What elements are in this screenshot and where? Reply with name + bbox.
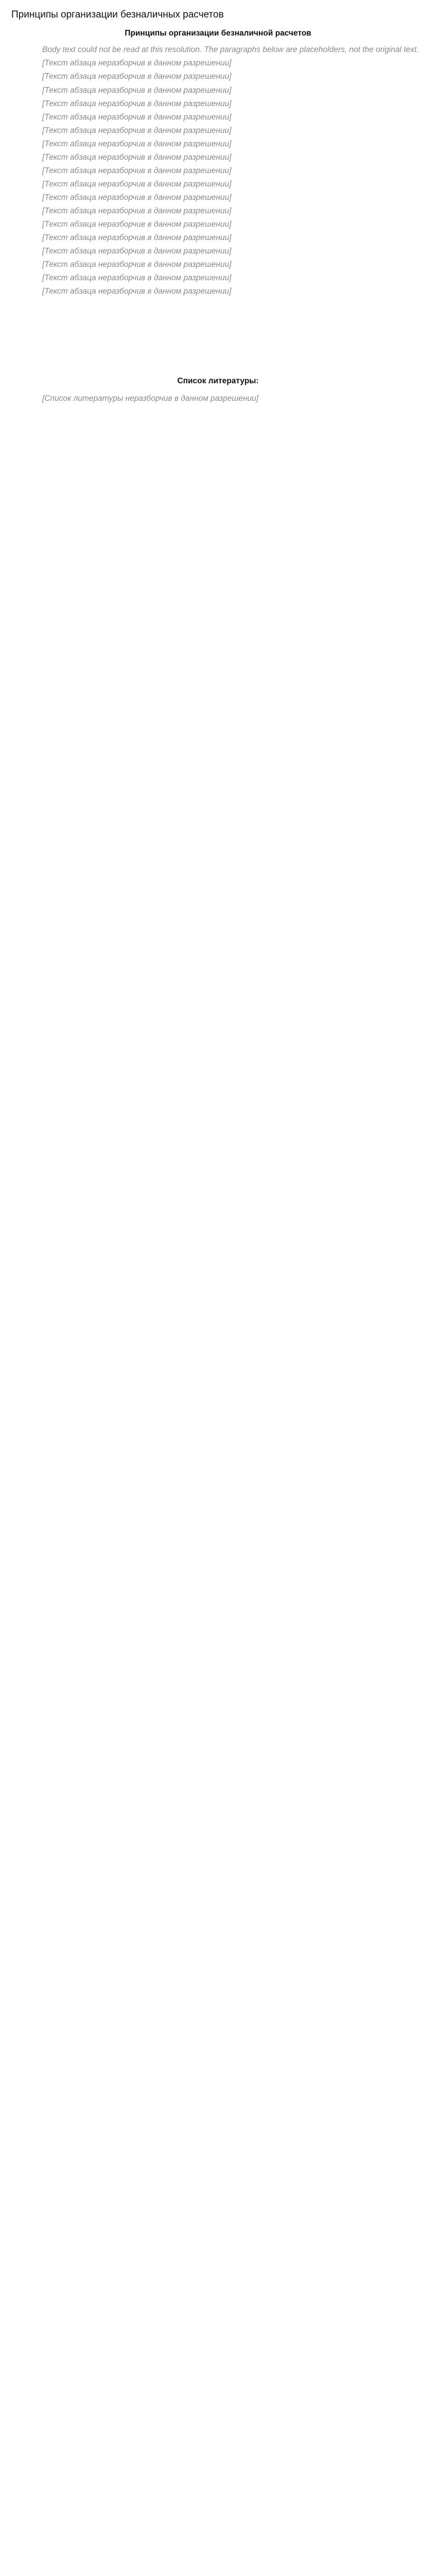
body-paragraph-placeholder: [Текст абзаца неразборчив в данном разрешении]: [42, 219, 232, 229]
document-page: [0, 0, 436, 427]
references-section: [11, 375, 425, 405]
body-paragraph-placeholder: [Текст абзаца неразборчив в данном разрешении]: [42, 166, 232, 175]
body-paragraph-placeholder: [Текст абзаца неразборчив в данном разрешении]: [42, 233, 232, 242]
body-paragraph-placeholder: [Текст абзаца неразборчив в данном разрешении]: [42, 99, 232, 108]
body-paragraph-placeholder: [Текст абзаца неразборчив в данном разрешении]: [42, 152, 232, 162]
body-paragraph-placeholder: [Текст абзаца неразборчив в данном разрешении]: [42, 246, 232, 256]
section-heading: Принципы организации безналичной расчетов: [125, 29, 311, 38]
body-paragraph-placeholder: [Текст абзаца неразборчив в данном разрешении]: [42, 86, 232, 95]
body-paragraph-placeholder: [Текст абзаца неразборчив в данном разрешении]: [42, 286, 232, 296]
body-paragraph-placeholder: [Текст абзаца неразборчив в данном разрешении]: [42, 139, 232, 148]
references-placeholder: [Список литературы неразборчив в данном разрешении]: [42, 394, 258, 403]
references-title: Список литературы:: [177, 376, 259, 385]
body-paragraph-placeholder: [Текст абзаца неразборчив в данном разрешении]: [42, 72, 232, 81]
article-body: [11, 57, 425, 297]
body-paragraph-placeholder: [Текст абзаца неразборчив в данном разрешении]: [42, 179, 232, 189]
body-paragraph-placeholder: [Текст абзаца неразборчив в данном разрешении]: [42, 273, 232, 282]
body-paragraph-placeholder: [Текст абзаца неразборчив в данном разрешении]: [42, 126, 232, 135]
body-paragraph-placeholder: [Текст абзаца неразборчив в данном разрешении]: [42, 59, 232, 68]
body-paragraph-placeholder: [Текст абзаца неразборчив в данном разрешении]: [42, 193, 232, 202]
body-paragraph-placeholder: [Текст абзаца неразборчив в данном разрешении]: [42, 206, 232, 215]
page-title: Принципы организации безналичных расчетов: [11, 9, 224, 20]
transcription-note: Body text could not be read at this resolution. The paragraphs below are placeholders, not the original text.: [42, 45, 419, 55]
body-paragraph-placeholder: [Текст абзаца неразборчив в данном разрешении]: [42, 112, 232, 122]
body-paragraph-placeholder: [Текст абзаца неразборчив в данном разрешении]: [42, 260, 232, 269]
